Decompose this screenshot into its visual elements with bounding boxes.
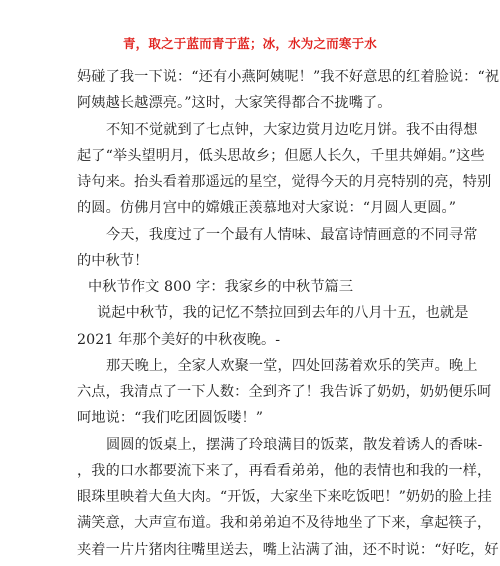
- paragraph-line: 满笑意，大声宣布道。我和弟弟迫不及待地坐了下来，拿起筷子，: [77, 515, 492, 531]
- paragraph-line: 呵地说：“我们吃团圆饭喽！”: [77, 410, 264, 426]
- paragraph-line: 今天，我度过了一个最有人情味、最富诗情画意的不同寻常: [106, 227, 478, 243]
- paragraph-line: 六点，我清点了一下人数：全到齐了！我告诉了奶奶，奶奶便乐呵: [77, 384, 492, 400]
- paragraph-line: 不知不觉就到了七点钟，大家边赏月边吃月饼。我不由得想: [106, 122, 478, 138]
- paragraph-line: 夹着一片片猪肉往嘴里送去，嘴上沾满了油，还不时说：“好吃，好: [77, 542, 499, 558]
- paragraph-line: 起了“举头望明月，低头思故乡；但愿人长久，千里共婵娟。”这些: [77, 148, 485, 164]
- section-heading: 中秋节作文 800 字：我家乡的中秋节篇三: [88, 279, 354, 295]
- paragraph-line: 的圆。仿佛月宫中的嫦娥正羡慕地对大家说：“月圆人更圆。”: [77, 200, 457, 216]
- paragraph-line: 圆圆的饭桌上，摆满了玲琅满目的饭菜，散发着诱人的香味-: [106, 437, 483, 453]
- paragraph-line: ，我的口水都要流下来了，再看看弟弟，他的表情也和我的一样，: [77, 463, 492, 479]
- paragraph-line: 诗句来。抬头看着那遥远的星空，觉得今天的月亮特别的亮，特别: [77, 174, 492, 190]
- paragraph-line: 的中秋节！: [77, 253, 149, 269]
- page-header-quote: 青，取之于蓝而青于蓝；冰，水为之而寒于水: [122, 36, 377, 51]
- paragraph-line: 说起中秋节，我的记忆不禁拉回到去年的八月十五，也就是: [97, 305, 469, 321]
- paragraph-line: 那天晚上，全家人欢聚一堂，四处回荡着欢乐的笑声。晚上: [106, 358, 478, 374]
- paragraph-line: 妈碰了我一下说：“还有小燕阿姨呢！”我不好意思的红着脸说：“祝: [77, 69, 500, 85]
- paragraph-line: 阿姨越长越漂亮。”这时，大家笑得都合不拢嘴了。: [77, 95, 392, 111]
- paragraph-line: 眼珠里映着大鱼大肉。“开饭，大家坐下来吃饭吧！”奶奶的脸上挂: [77, 489, 492, 505]
- paragraph-line: 2021 年那个美好的中秋夜晚。-: [77, 332, 281, 348]
